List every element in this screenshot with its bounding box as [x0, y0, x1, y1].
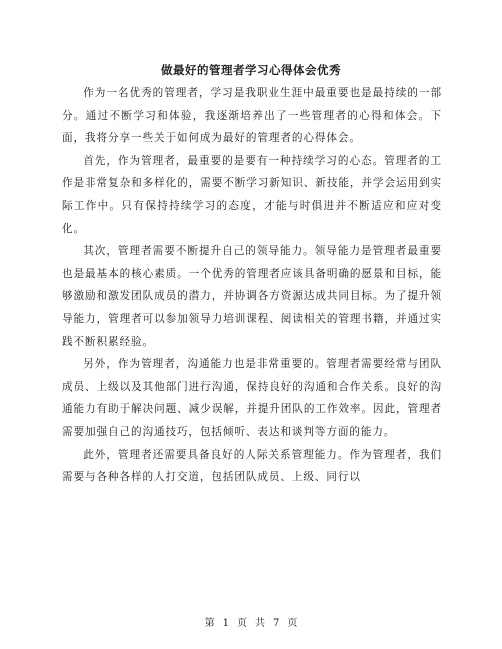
- paragraph-3: 其次，管理者需要不断提升自己的领导能力。领导能力是管理者最重要也是最基本的核心素质。一个优秀的管理者应该具备明确的愿景和目标，能够激励和激发团队成员的潜力，并协调各方资源达成共同目标。为了提升领导能力，管理者可以参加领导力培训课程、阅读相关的管理书籍，并通过实践不断积累经验。: [62, 245, 442, 348]
- paragraph-2: 首先，作为管理者，最重要的是要有一种持续学习的心态。管理者的工作是非常复杂和多样化的，需要不断学习新知识、新技能，并学会运用到实际工作中。只有保持持续学习的态度，才能与时俱进并不断适应和应对变化。: [62, 154, 442, 235]
- page-footer: [0, 614, 502, 629]
- paragraph-4: 另外，作为管理者，沟通能力也是非常重要的。管理者需要经常与团队成员、上级以及其他部门进行沟通，保持良好的沟通和合作关系。良好的沟通能力有助于解决问题、减少误解，并提升团队的工作效率。因此，管理者需要加强自己的沟通技巧，包括倾听、表达和谈判等方面的能力。: [62, 358, 442, 438]
- paragraph-1: 作为一名优秀的管理者，学习是我职业生涯中最重要也是最持续的一部分。通过不断学习和体验，我逐渐培养出了一些管理者的心得和体会。下面，我将分享一些关于如何成为最好的管理者的心得体会。: [62, 87, 442, 145]
- paragraph-5: 此外，管理者还需要具备良好的人际关系管理能力。作为管理者，我们需要与各种各样的人打交道，包括团队成员、上级、同行以: [62, 448, 442, 484]
- document-body: [62, 82, 442, 489]
- document-title: 做最好的管理者学习心得体会优秀: [161, 63, 341, 77]
- footer-page-prefix: 第: [204, 618, 215, 629]
- footer-total-pages: 7: [273, 618, 280, 629]
- footer-page-suffix: 页: [237, 618, 247, 629]
- footer-current-page: 1: [222, 618, 229, 629]
- footer-total-suffix: 页: [287, 618, 298, 629]
- footer-total-prefix: 共: [255, 618, 265, 629]
